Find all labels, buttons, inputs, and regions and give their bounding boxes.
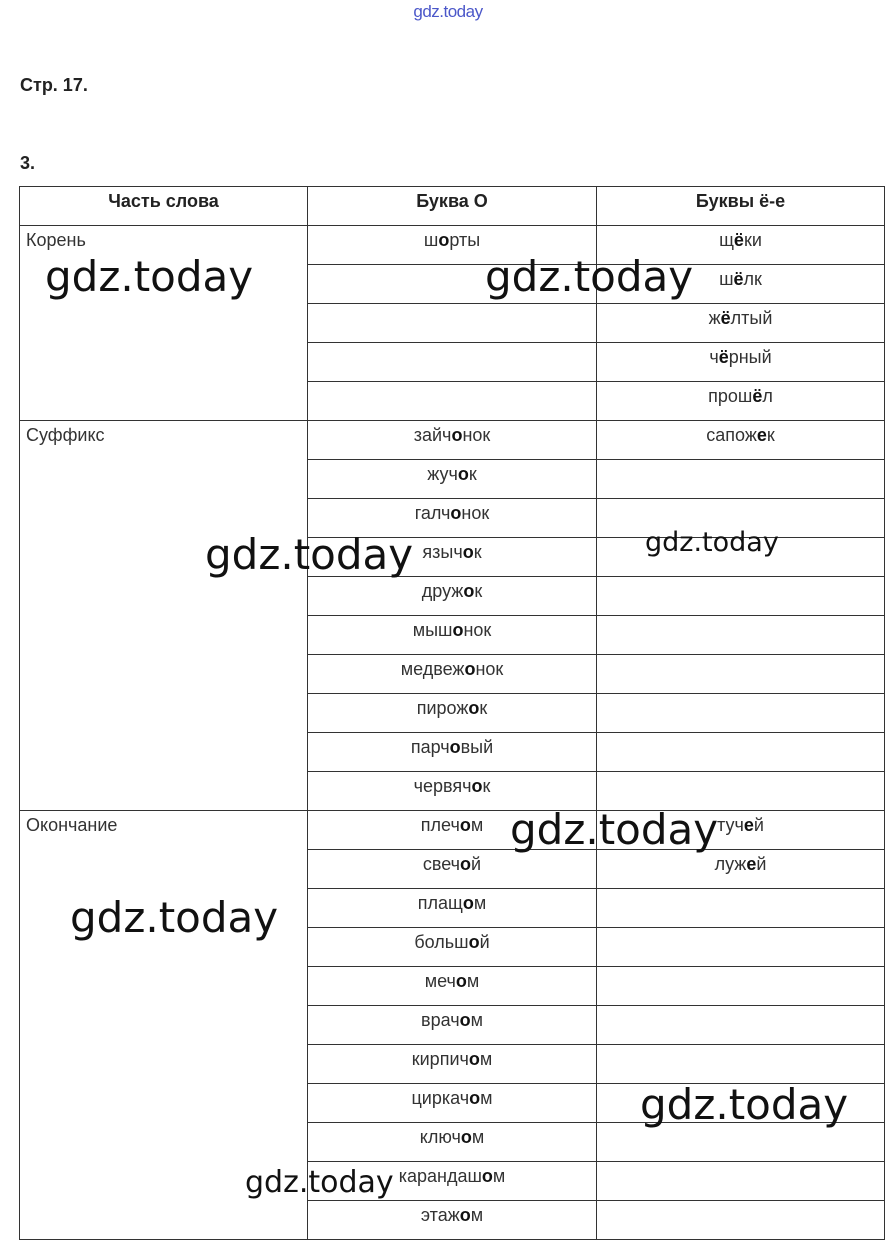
page-reference: Стр. 17. [20, 75, 88, 95]
letter-o-word [308, 382, 597, 421]
word-fragment: м [479, 1049, 493, 1069]
word-fragment: нок [462, 425, 491, 445]
highlighted-letter: о [459, 1205, 471, 1225]
word-fragment: м [470, 1205, 484, 1225]
letter-o-word [308, 928, 597, 967]
letter-yo-e-word [597, 421, 885, 460]
watermark: gdz.today [205, 530, 414, 579]
letter-o-word [308, 616, 597, 655]
highlighted-letter: е [746, 854, 757, 874]
word-fragment: м [473, 893, 487, 913]
word-fragment: к [468, 464, 477, 484]
word-fragment: мыш [412, 620, 453, 640]
word-fragment: ж [708, 308, 721, 328]
letter-yo-e-word [597, 577, 885, 616]
highlighted-letter: о [450, 503, 462, 523]
word-fragment: нок [463, 620, 492, 640]
word-fragment: языч [422, 542, 463, 562]
word-fragment: рты [449, 230, 481, 250]
letter-yo-e-word [597, 1123, 885, 1162]
letter-o-word [308, 460, 597, 499]
letter-o-word [308, 421, 597, 460]
letter-o-word [308, 850, 597, 889]
letter-o-word [308, 1201, 597, 1240]
letter-yo-e-word [597, 772, 885, 811]
letter-yo-e-word [597, 655, 885, 694]
highlighted-letter: ё [752, 386, 763, 406]
word-fragment: к [766, 425, 775, 445]
letter-o-word [308, 733, 597, 772]
word-fragment: плеч [420, 815, 460, 835]
letter-yo-e-word [597, 499, 885, 538]
word-fragment: ки [743, 230, 762, 250]
word-fragment: вый [460, 737, 494, 757]
word-fragment: нок [461, 503, 490, 523]
word-part-label: Суффикс [20, 421, 308, 811]
letter-yo-e-word [597, 928, 885, 967]
word-fragment: медвеж [400, 659, 465, 679]
word-fragment: червяч [413, 776, 472, 796]
letter-o-word [308, 577, 597, 616]
highlighted-letter: ё [718, 347, 729, 367]
highlighted-letter: о [468, 698, 480, 718]
letter-yo-e-word [597, 343, 885, 382]
word-part-label: Окончание [20, 811, 308, 1240]
header-word-part: Часть слова [20, 187, 308, 226]
letter-o-word [308, 499, 597, 538]
word-fragment: м [480, 1088, 493, 1108]
word-fragment: м [466, 971, 480, 991]
highlighted-letter: ё [720, 308, 731, 328]
letter-yo-e-word [597, 889, 885, 928]
letter-o-word [308, 265, 597, 304]
word-fragment: й [479, 932, 490, 952]
letter-o-word [308, 772, 597, 811]
highlighted-letter: о [451, 425, 463, 445]
letter-o-word [308, 343, 597, 382]
letter-o-word [308, 694, 597, 733]
word-fragment: плащ [417, 893, 463, 913]
highlighted-letter: о [468, 1049, 480, 1069]
word-fragment: к [479, 698, 488, 718]
table-row [20, 811, 885, 850]
word-fragment: щ [719, 230, 734, 250]
highlighted-letter: о [449, 737, 461, 757]
highlighted-letter: о [460, 854, 472, 874]
highlighted-letter: о [438, 230, 450, 250]
letter-o-word [308, 538, 597, 577]
site-logo: gdz.today [413, 2, 483, 21]
word-fragment: парч [410, 737, 450, 757]
table-row [20, 226, 885, 265]
word-fragment: лк [743, 269, 762, 289]
word-fragment: этаж [420, 1205, 460, 1225]
letter-o-word [308, 655, 597, 694]
letter-o-word [308, 304, 597, 343]
letter-yo-e-word [597, 694, 885, 733]
word-fragment: к [473, 542, 482, 562]
word-fragment: прош [708, 386, 753, 406]
word-fragment: друж [421, 581, 464, 601]
word-fragment: галч [414, 503, 451, 523]
word-fragment: меч [424, 971, 456, 991]
word-fragment: ш [719, 269, 734, 289]
letter-yo-e-word [597, 538, 885, 577]
highlighted-letter: о [462, 893, 474, 913]
word-fragment: пирож [416, 698, 469, 718]
highlighted-letter: о [460, 1127, 472, 1147]
word-fragment: ч [709, 347, 719, 367]
word-fragment: й [753, 815, 764, 835]
letter-o-word [308, 889, 597, 928]
word-fragment: л [762, 386, 773, 406]
letter-yo-e-word [597, 1045, 885, 1084]
watermark: gdz.today [645, 527, 779, 558]
letter-yo-e-word [597, 1162, 885, 1201]
letter-o-word [308, 811, 597, 850]
table-row [20, 421, 885, 460]
letter-o-word [308, 1084, 597, 1123]
watermark: gdz.today [245, 1165, 394, 1200]
highlighted-letter: о [462, 542, 474, 562]
highlighted-letter: е [756, 425, 767, 445]
word-fragment: м [492, 1166, 506, 1186]
highlighted-letter: о [469, 1088, 481, 1108]
word-fragment: рный [728, 347, 772, 367]
letter-o-word [308, 1045, 597, 1084]
watermark: gdz.today [485, 252, 694, 301]
answer-table [19, 186, 885, 1240]
watermark: gdz.today [45, 252, 254, 301]
word-fragment: м [470, 1010, 483, 1030]
highlighted-letter: о [463, 581, 475, 601]
word-fragment: к [482, 776, 491, 796]
letter-o-word [308, 226, 597, 265]
letter-yo-e-word [597, 733, 885, 772]
highlighted-letter: о [459, 1010, 471, 1030]
highlighted-letter: о [455, 971, 467, 991]
letter-o-word [308, 1006, 597, 1045]
word-fragment: циркач [411, 1088, 470, 1108]
word-fragment: нок [475, 659, 504, 679]
highlighted-letter: о [464, 659, 476, 679]
word-fragment: кирпич [411, 1049, 469, 1069]
highlighted-letter: ё [733, 269, 744, 289]
word-fragment: зайч [413, 425, 452, 445]
highlighted-letter: о [468, 932, 480, 952]
highlighted-letter: е [743, 815, 754, 835]
highlighted-letter: о [481, 1166, 493, 1186]
word-fragment: ш [423, 230, 439, 250]
highlighted-letter: ё [733, 230, 744, 250]
word-fragment: луж [714, 854, 747, 874]
letter-yo-e-word [597, 967, 885, 1006]
letter-yo-e-word [597, 1006, 885, 1045]
task-number: 3. [20, 153, 36, 173]
letter-yo-e-word [597, 460, 885, 499]
word-fragment: м [471, 1127, 485, 1147]
watermark: gdz.today [70, 893, 279, 942]
letter-yo-e-word [597, 1084, 885, 1123]
table-header-row [20, 187, 885, 226]
word-fragment: врач [421, 1010, 460, 1030]
table-body [20, 226, 885, 1240]
word-fragment: м [470, 815, 484, 835]
highlighted-letter: о [452, 620, 464, 640]
watermark: gdz.today [510, 805, 719, 854]
word-fragment: карандаш [398, 1166, 482, 1186]
letter-o-word [308, 1123, 597, 1162]
header-letter-o: Буква О [308, 187, 597, 226]
letter-o-word [308, 1162, 597, 1201]
header-letters-yo-e: Буквы ё-е [597, 187, 885, 226]
word-fragment: сапож [706, 425, 757, 445]
letter-yo-e-word [597, 304, 885, 343]
letter-yo-e-word [597, 382, 885, 421]
letter-yo-e-word [597, 1201, 885, 1240]
letter-yo-e-word [597, 265, 885, 304]
letter-yo-e-word [597, 850, 885, 889]
word-part-label: Корень [20, 226, 308, 421]
word-fragment: ключ [419, 1127, 461, 1147]
word-fragment: свеч [422, 854, 461, 874]
watermark: gdz.today [640, 1080, 849, 1129]
word-fragment: лтый [730, 308, 773, 328]
word-fragment: жуч [427, 464, 458, 484]
highlighted-letter: о [459, 815, 471, 835]
word-fragment: й [756, 854, 767, 874]
letter-yo-e-word [597, 226, 885, 265]
highlighted-letter: о [471, 776, 483, 796]
letter-o-word [308, 967, 597, 1006]
word-fragment: больш [414, 932, 469, 952]
letter-yo-e-word [597, 616, 885, 655]
highlighted-letter: о [457, 464, 469, 484]
word-fragment: туч [717, 815, 744, 835]
word-fragment: к [474, 581, 483, 601]
letter-yo-e-word [597, 811, 885, 850]
word-fragment: й [471, 854, 482, 874]
